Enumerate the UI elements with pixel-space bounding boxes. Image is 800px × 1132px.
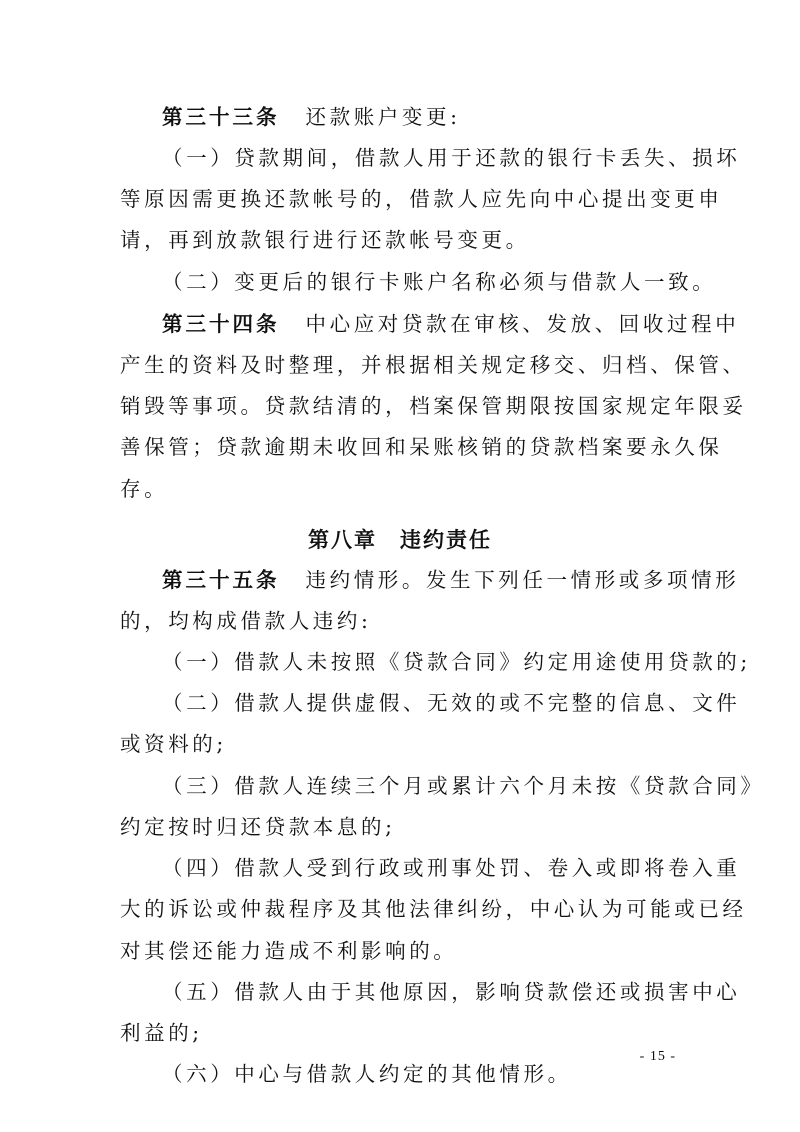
- article-33-clause-1-line-1: （一）贷款期间，借款人用于还款的银行卡丢失、损坏: [162, 146, 741, 170]
- article-35-clause-2-line-2: 或资料的;: [120, 732, 227, 756]
- article-35-clause-6: （六）中心与借款人约定的其他情形。: [162, 1062, 572, 1086]
- article-34-title: 第三十四条: [162, 312, 280, 336]
- article-35-clause-4-line-1: （四）借款人受到行政或刑事处罚、卷入或即将卷入重: [162, 856, 741, 880]
- article-35-title: 第三十五条: [162, 568, 280, 592]
- article-35-clause-4-line-2: 大的诉讼或仲裁程序及其他法律纠纷，中心认为可能或已经: [120, 897, 747, 921]
- page-number: - 15 -: [639, 1049, 676, 1064]
- article-33-clause-1-line-2: 等原因需更换还款帐号的，借款人应先向中心提出变更申: [120, 187, 723, 211]
- article-34-line-2: 产生的资料及时整理，并根据相关规定移交、归档、保管、: [120, 353, 747, 377]
- article-35-clause-4-line-3: 对其偿还能力造成不利影响的。: [120, 939, 458, 963]
- article-35-clause-5-line-1: （五）借款人由于其他原因，影响贷款偿还或损害中心: [162, 980, 741, 1004]
- article-33-heading: [162, 97, 680, 137]
- article-33-title: 第三十三条: [162, 105, 280, 129]
- chapter-8-heading: 第八章 违约责任: [308, 528, 492, 552]
- article-33-clause-2: （二）变更后的银行卡账户名称必须与借款人一致。: [162, 270, 717, 294]
- article-35-clause-2-line-1: （二）借款人提供虚假、无效的或不完整的信息、文件: [162, 691, 741, 715]
- article-35-line-2: 的，均构成借款人违约:: [120, 609, 372, 633]
- article-34-line-1: [162, 304, 740, 344]
- article-35-line-1: [162, 560, 740, 600]
- article-35-clause-1: （一）借款人未按照《贷款合同》约定用途使用贷款的;: [162, 650, 751, 674]
- article-34-line-4: 善保管；贷款逾期未收回和呆账核销的贷款档案要永久保: [120, 435, 723, 459]
- article-35-clause-3-line-1: （三）借款人连续三个月或累计六个月未按《贷款合同》: [162, 774, 765, 798]
- article-34-line-3: 销毁等事项。贷款结清的，档案保管期限按国家规定年限妥: [120, 394, 747, 418]
- article-34-line-5: 存。: [120, 477, 169, 501]
- article-35-line-1-text: 违约情形。发生下列任一情形或多项情形: [305, 568, 740, 592]
- article-33-clause-1-line-3: 请，再到放款银行进行还款帐号变更。: [120, 228, 530, 252]
- article-34-line-1-text: 中心应对贷款在审核、发放、回收过程中: [305, 312, 740, 336]
- article-35-clause-5-line-2: 利益的;: [120, 1021, 203, 1045]
- article-35-clause-3-line-2: 约定按时归还贷款本息的;: [120, 815, 396, 839]
- article-33-heading-text: 还款账户变更:: [305, 105, 461, 129]
